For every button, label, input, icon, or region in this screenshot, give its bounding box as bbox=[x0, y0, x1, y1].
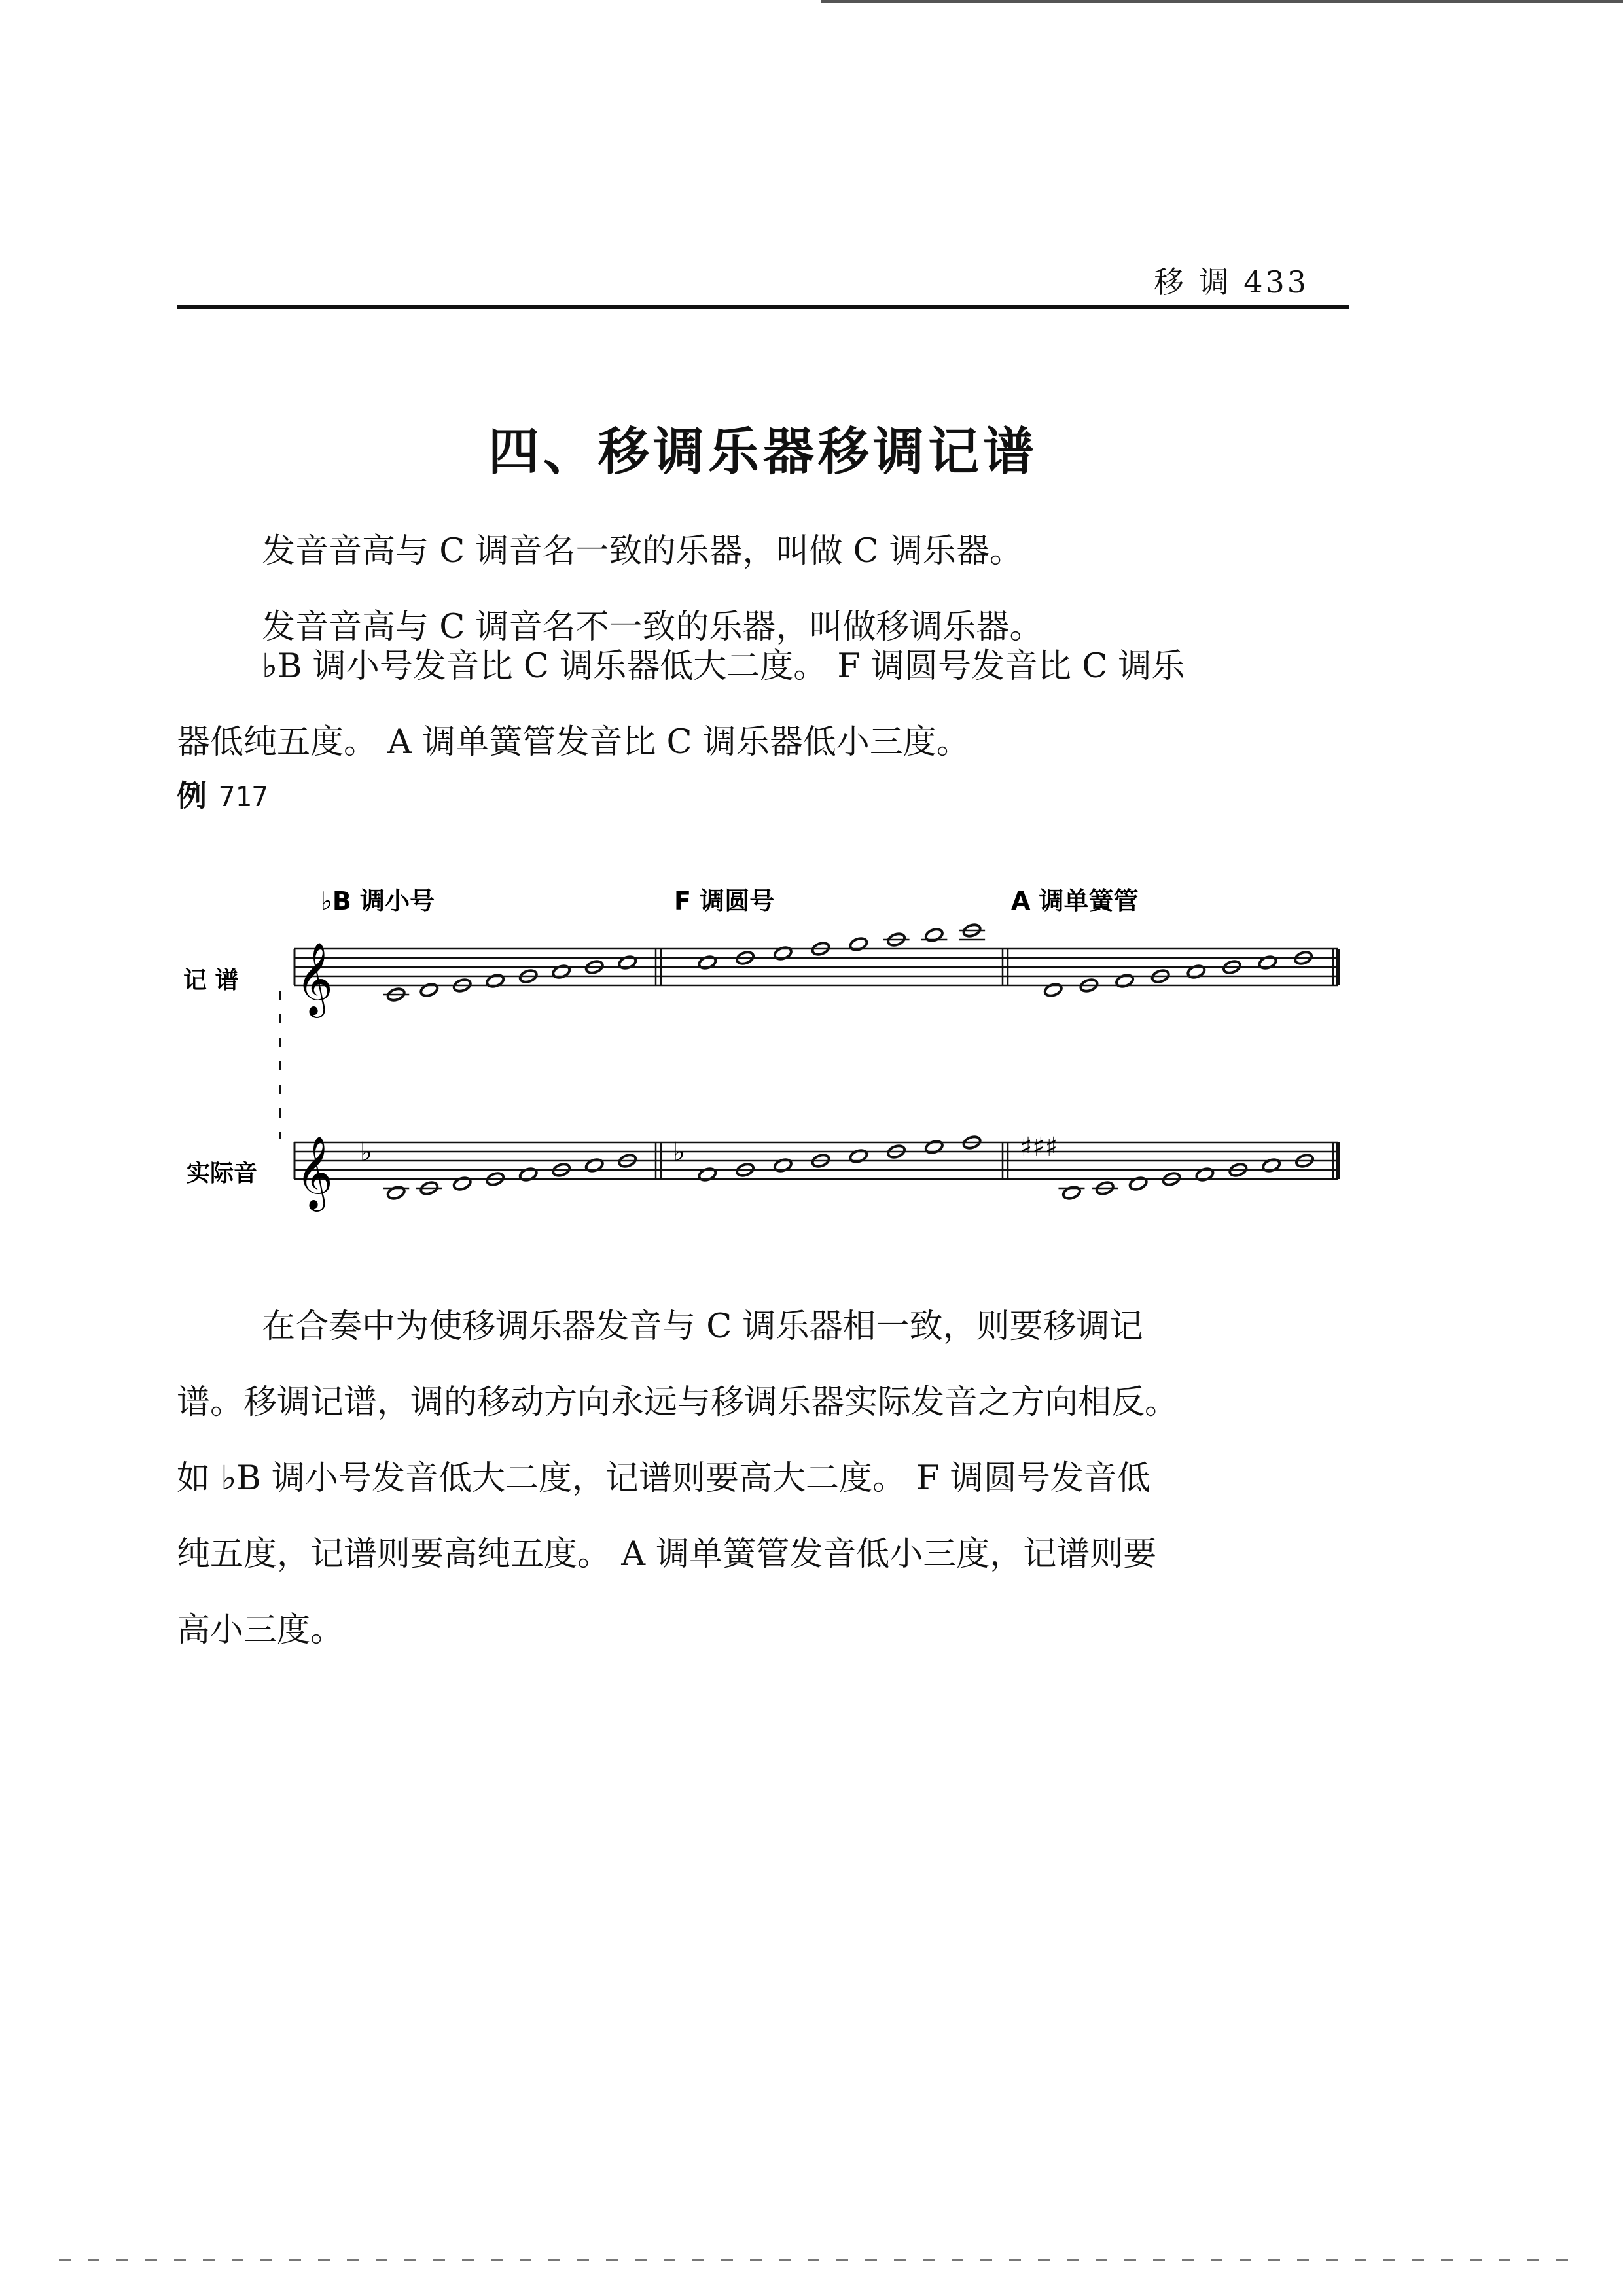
whole-note bbox=[924, 927, 944, 943]
whole-note bbox=[452, 1176, 472, 1192]
example-label-text: 例 bbox=[177, 778, 207, 813]
top-edge-rule bbox=[821, 0, 1623, 3]
whole-note bbox=[773, 945, 793, 961]
treble-clef-icon: 𝄞 bbox=[296, 942, 333, 1015]
music-score-example bbox=[164, 851, 1355, 1269]
whole-note bbox=[518, 1167, 538, 1182]
paragraph-line: 高小三度。 bbox=[177, 1611, 344, 1650]
score-staves bbox=[280, 923, 1338, 1212]
paragraph-c-instruments: 发音音高与 C 调音名一致的乐器，叫做 C 调乐器。 bbox=[262, 532, 1023, 571]
section-title: 四、移调乐器移调记谱 bbox=[488, 422, 1038, 482]
header-rule bbox=[177, 305, 1349, 309]
paragraph-line: 谱。移调记谱，调的移动方向永远与移调乐器实际发音之方向相反。 bbox=[177, 1383, 1179, 1422]
paragraph-line: 器低纯五度。 A 调单簧管发音比 C 调乐器低小三度。 bbox=[177, 723, 970, 762]
example-number: 717 bbox=[219, 781, 268, 813]
whole-note bbox=[386, 1185, 406, 1201]
instrument-label-horn: F 调圆号 bbox=[674, 887, 775, 915]
whole-note bbox=[1115, 973, 1135, 989]
whole-note bbox=[698, 1167, 717, 1182]
whole-note bbox=[849, 1148, 868, 1164]
scan-edge-marks bbox=[59, 2259, 1584, 2261]
whole-note bbox=[419, 982, 439, 998]
whole-note bbox=[1128, 1176, 1148, 1192]
running-head: 移 调 433 bbox=[1153, 264, 1309, 300]
whole-note bbox=[1258, 955, 1277, 970]
whole-note bbox=[618, 955, 637, 970]
key-signature: ♯♯♯ bbox=[1020, 1132, 1058, 1162]
whole-note bbox=[698, 955, 717, 970]
paragraph-line: 纯五度，记谱则要高纯五度。 A 调单簧管发音低小三度，记谱则要 bbox=[177, 1535, 1157, 1574]
paragraph-line: 如 ♭B 调小号发音低大二度，记谱则要高大二度。 F 调圆号发音低 bbox=[177, 1459, 1150, 1498]
whole-note bbox=[773, 1157, 793, 1173]
paragraph-transposing-instruments: 发音音高与 C 调音名不一致的乐器，叫做移调乐器。 bbox=[262, 608, 1043, 646]
whole-note bbox=[1195, 1167, 1215, 1182]
whole-note bbox=[584, 1157, 604, 1173]
whole-note bbox=[1043, 982, 1063, 998]
paragraph-line: 在合奏中为使移调乐器发音与 C 调乐器相一致，则要移调记 bbox=[262, 1307, 1143, 1346]
paragraph-line: ♭B 调小号发音比 C 调乐器低大二度。 F 调圆号发音比 C 调乐 bbox=[262, 647, 1185, 686]
instrument-label-trumpet: ♭B 调小号 bbox=[321, 887, 435, 915]
paragraph-interval-differences bbox=[177, 629, 1349, 781]
whole-note bbox=[1061, 1185, 1081, 1201]
whole-note bbox=[849, 936, 868, 952]
key-signature: ♭ bbox=[360, 1137, 372, 1167]
whole-note bbox=[1186, 964, 1206, 980]
row-label-written: 记 谱 bbox=[183, 967, 239, 994]
paragraph-transposing-notation bbox=[177, 1289, 1349, 1669]
whole-note bbox=[486, 973, 505, 989]
row-label-sounding: 实际音 bbox=[187, 1160, 258, 1187]
instrument-label-clarinet: A 调单簧管 bbox=[1011, 887, 1139, 915]
example-label bbox=[177, 772, 268, 815]
whole-note bbox=[924, 1139, 944, 1155]
key-signature: ♭ bbox=[673, 1137, 685, 1167]
whole-note bbox=[552, 964, 571, 980]
whole-note bbox=[1262, 1157, 1281, 1173]
treble-clef-icon: 𝄞 bbox=[296, 1135, 333, 1209]
